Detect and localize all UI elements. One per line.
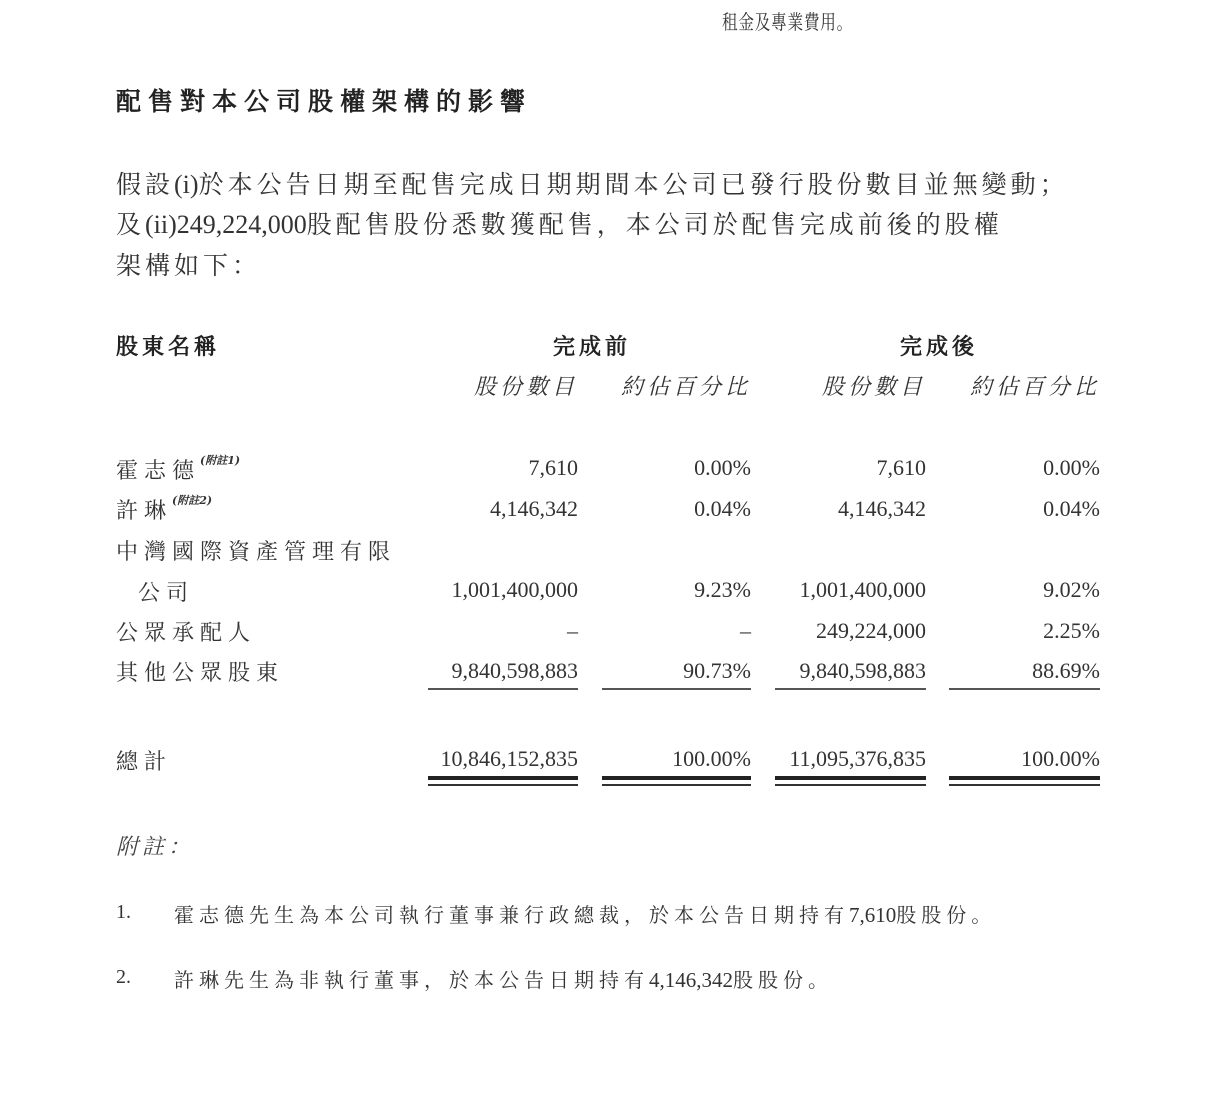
note-reference: (附註1) [200,454,241,467]
intro-line-3: 架構如下： [116,251,262,280]
intro-number: 249,224,000 [176,210,307,239]
after-pct-cell: 0.04% [1043,496,1100,521]
total-double-rule [775,784,926,786]
intro-line-2 [116,205,1003,241]
after-pct-header: 約佔百分比 [969,375,1100,400]
before-pct-cell: 0.04% [694,496,751,521]
notes-label: 附註： [116,835,195,860]
note-number: 2. [116,966,131,988]
shareholder-name: 中灣國際資產管理有限 [116,540,397,565]
before-pct-cell: – [740,618,751,643]
before-shares-cell: 9,840,598,883 [451,658,578,683]
after-pct-cell: 9.02% [1043,577,1100,602]
before-pct-header: 約佔百分比 [620,375,751,400]
before-shares-header: 股份數目 [473,375,578,400]
intro-prefix: 及 [116,210,146,239]
after-pct-cell: 88.69% [1032,658,1100,683]
after-shares-cell: 249,224,000 [816,618,926,643]
total-before-pct: 100.00% [672,746,751,771]
shareholder-name: 許琳$^{(附註2)}$ [116,494,213,524]
subtotal-rule [602,688,751,690]
shareholder-name: 霍志德$^{(附註1)}$ [116,454,241,484]
total-after-shares: 11,095,376,835 [789,746,926,771]
intro-text: 股配售股份悉數獲配售，本公司於配售完成前後的股權 [306,210,1003,239]
intro-marker-ii: (ii) [145,210,177,239]
shareholder-name: 公眾承配人 [116,621,257,646]
subtotal-rule [775,688,926,690]
shareholder-name-continued: 公司 [138,581,195,606]
total-double-rule [949,784,1100,786]
total-double-rule [775,776,926,780]
before-completion-header: 完成前 [553,334,632,360]
section-title: 配售對本公司股權架構的影響 [116,87,533,116]
total-double-rule [428,776,578,780]
after-pct-cell: 0.00% [1043,455,1100,480]
subtotal-rule [428,688,578,690]
continued-text: 租金及專業費用。 [722,10,854,34]
before-pct-cell: 0.00% [694,455,751,480]
after-shares-cell: 7,610 [876,455,926,480]
note-value: 4,146,342 [649,968,733,992]
intro-prefix: 假設 [116,170,175,199]
total-before-shares: 10,846,152,835 [440,746,578,771]
total-double-rule [949,776,1100,780]
before-shares-cell: 7,610 [528,455,578,480]
after-shares-cell: 4,146,342 [838,496,926,521]
note-reference: (附註2) [172,494,213,507]
after-shares-cell: 9,840,598,883 [799,658,926,683]
shareholder-name-header: 股東名稱 [116,334,221,360]
note-value: 7,610 [849,903,897,927]
total-label: 總計 [116,750,173,775]
before-pct-cell: 90.73% [683,658,751,683]
before-shares-cell: 1,001,400,000 [451,577,578,602]
intro-text: 於本公告日期至配售完成日期期間本公司已發行股份數目並無變動； [198,170,1069,199]
subtotal-rule [949,688,1100,690]
shareholder-name: 其他公眾股東 [116,661,285,686]
total-double-rule [602,776,751,780]
total-double-rule [602,784,751,786]
after-shares-cell: 1,001,400,000 [799,577,926,602]
after-completion-header: 完成後 [900,334,979,360]
before-pct-cell: 9.23% [694,577,751,602]
total-after-pct: 100.00% [1021,746,1100,771]
note-text: 許琳先生為非執行董事，於本公告日期持有4,146,342股股份。 [174,968,833,992]
note-text: 霍志德先生為本公司執行董事兼行政總裁，於本公告日期持有7,610股股份。 [174,903,997,927]
after-shares-header: 股份數目 [821,375,926,400]
total-double-rule [428,784,578,786]
note-number: 1. [116,901,131,923]
after-pct-cell: 2.25% [1043,618,1100,643]
intro-marker-i: (i) [174,170,199,199]
before-shares-cell: – [567,618,578,643]
before-shares-cell: 4,146,342 [490,496,578,521]
intro-line-1 [116,165,1069,201]
